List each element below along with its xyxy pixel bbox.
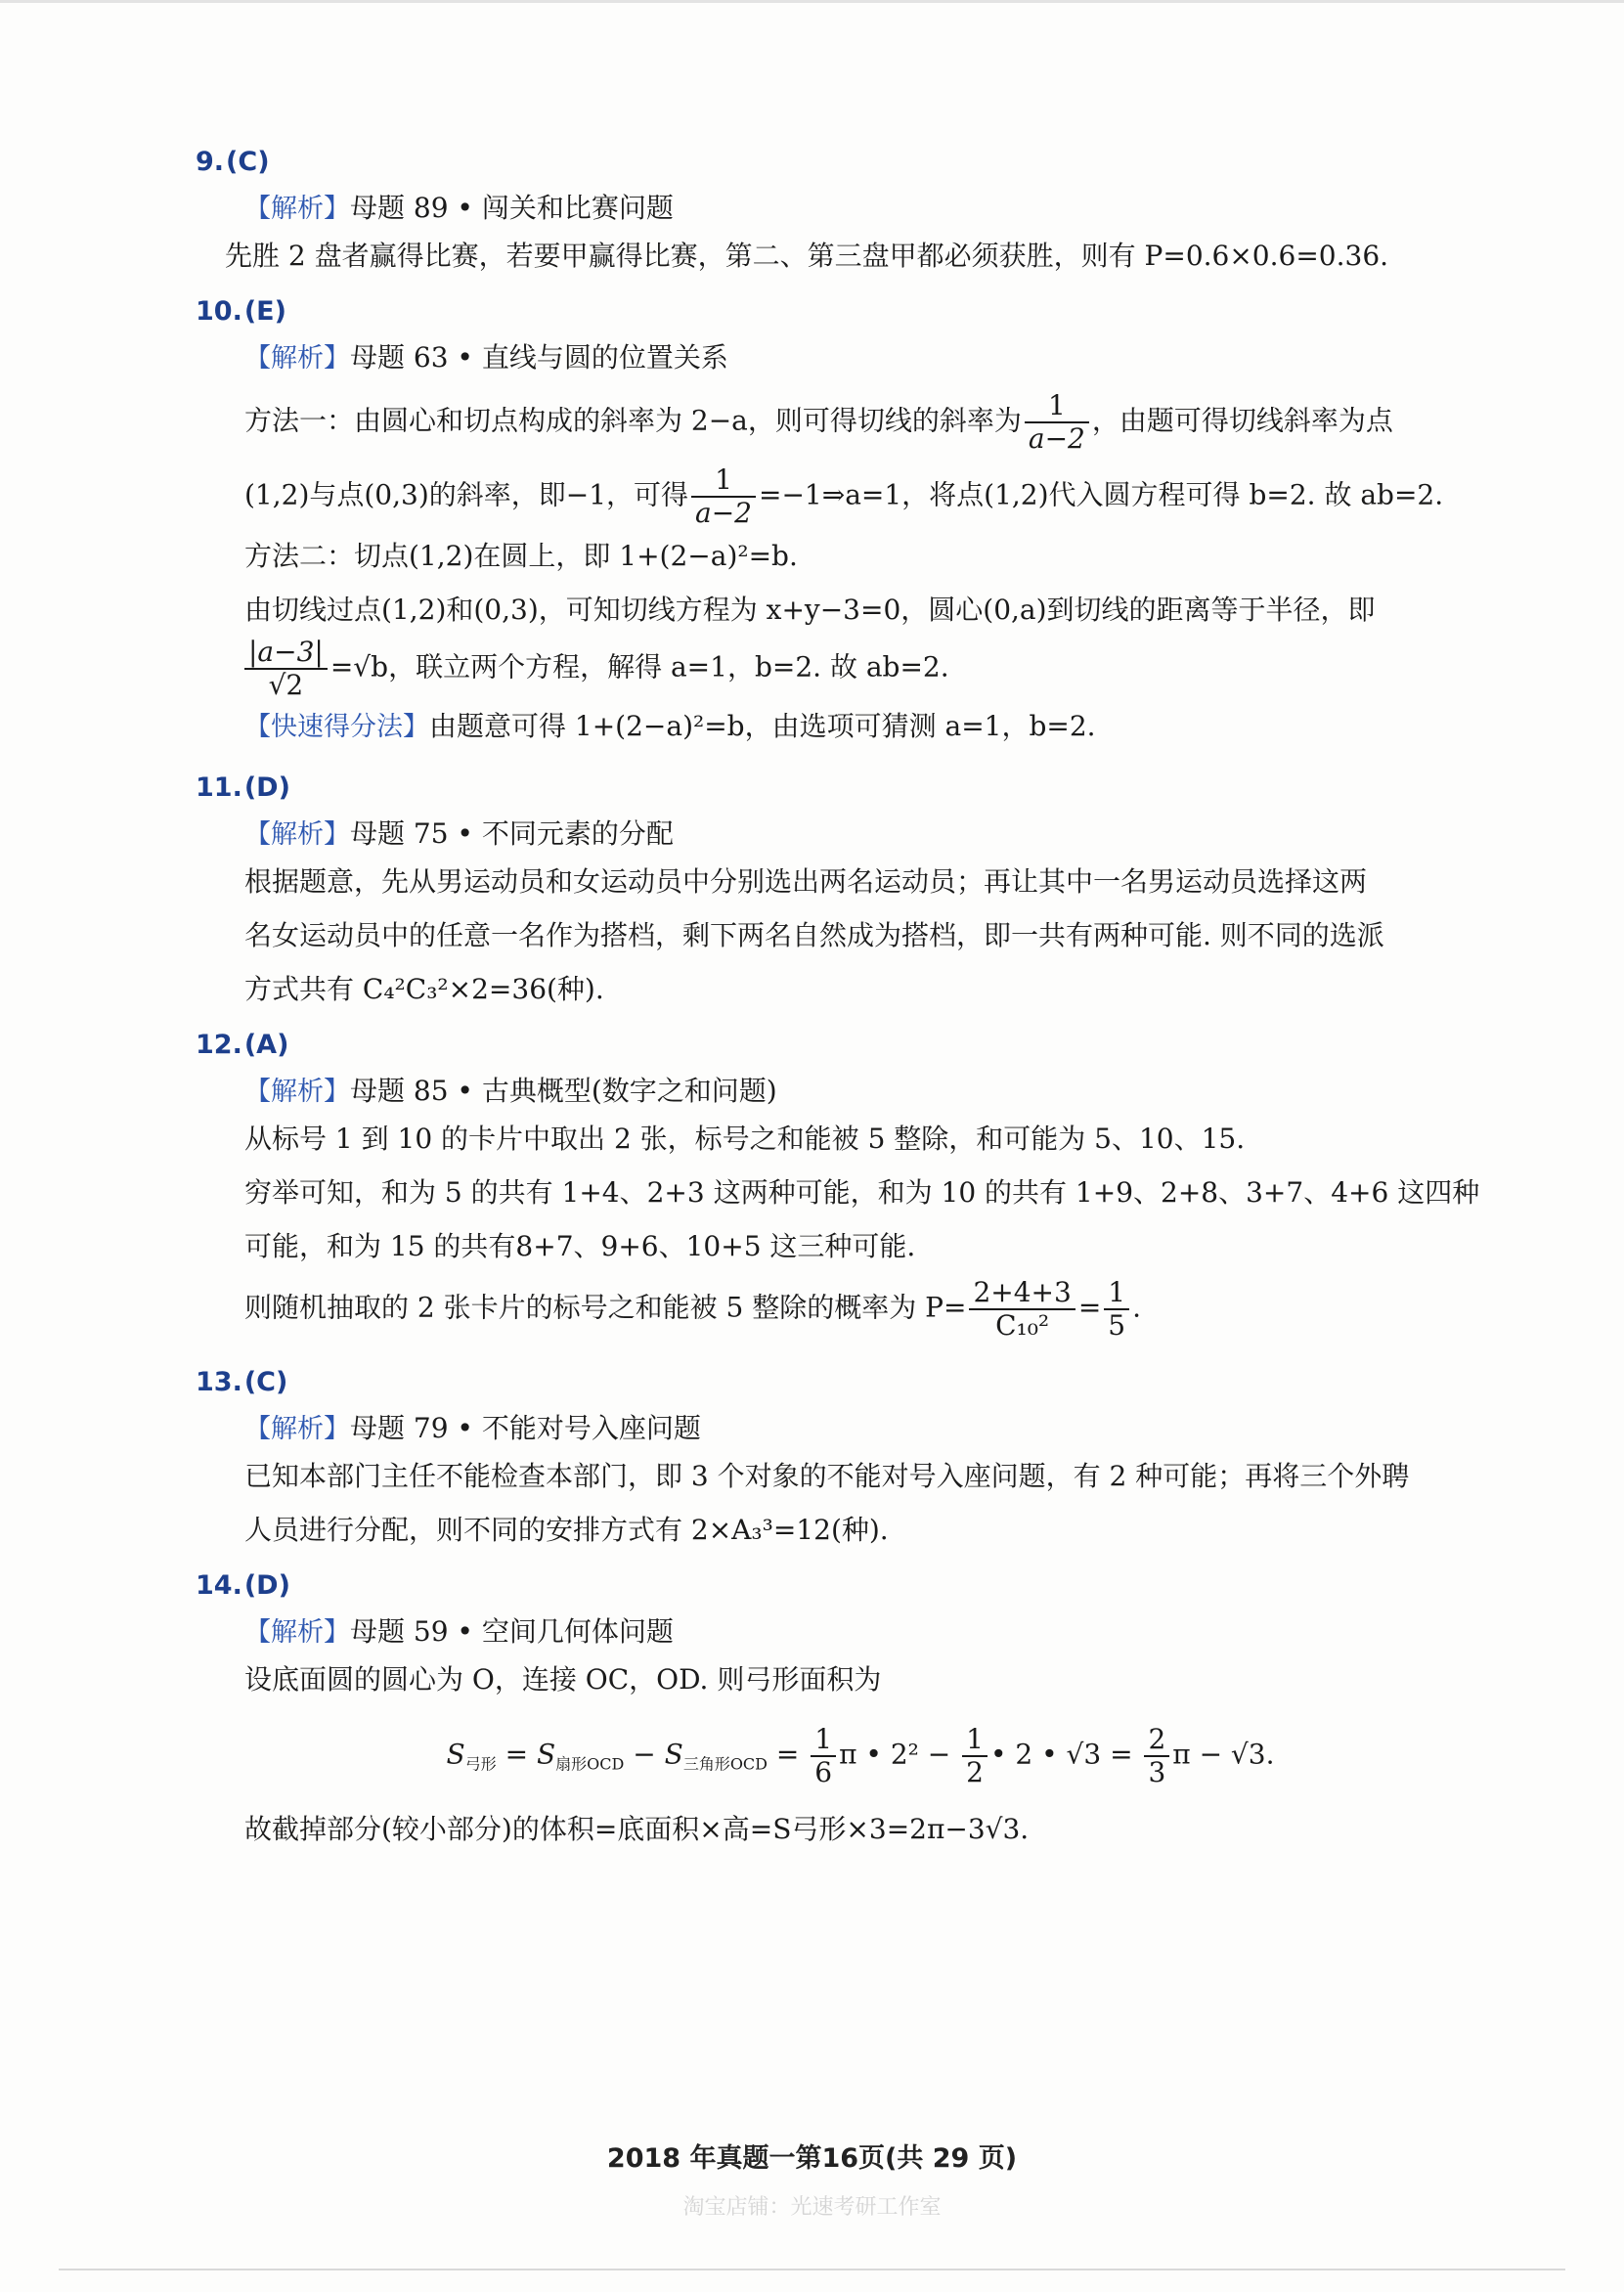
- question-number: 12.: [196, 1030, 242, 1060]
- paragraph-line: 可能，和为 15 的共有8+7、9+6、10+5 这三种可能.: [244, 1230, 916, 1262]
- analysis-line: [244, 815, 1525, 855]
- fraction: [811, 1724, 836, 1788]
- question-14-header: [196, 1570, 1525, 1601]
- fraction-numerator: 1: [962, 1724, 988, 1757]
- fraction-numerator: 1: [811, 1724, 836, 1757]
- text-span: ，由题可得切线斜率为点: [1091, 404, 1393, 437]
- text-span: = S: [496, 1738, 556, 1771]
- fraction-denominator: √2: [268, 669, 304, 701]
- question-9-header: [196, 147, 1525, 177]
- fraction-numerator: 1: [691, 464, 756, 498]
- area-formula: [196, 1724, 1525, 1788]
- text-span: π • 2² −: [839, 1738, 960, 1771]
- page-footer: 2018 年真题一第16页(共 29 页): [606, 2143, 1018, 2174]
- paragraph-line: [244, 1277, 1525, 1342]
- fraction: [691, 464, 756, 529]
- fraction-numerator: 1: [1025, 390, 1089, 423]
- analysis-topic: 母题 85 • 古典概型(数字之和问题): [350, 1075, 777, 1107]
- paragraph-line: 由切线过点(1,2)和(0,3)，可知切线方程为 x+y−3=0，圆心(0,a)到切线的距离等于半径，即: [244, 594, 1376, 626]
- analysis-topic: 母题 79 • 不能对号入座问题: [350, 1412, 701, 1444]
- text-span: − S: [624, 1738, 683, 1771]
- question-number: 10.: [196, 296, 242, 327]
- question-number: 9.: [196, 147, 225, 177]
- answer-choice: (D): [243, 772, 290, 803]
- page-top-edge: [0, 0, 1624, 3]
- paragraph-line: 方法二：切点(1,2)在圆上，即 1+(2−a)²=b.: [244, 540, 798, 572]
- fraction: [1025, 390, 1089, 455]
- quick-method-line: [244, 707, 1525, 747]
- text-span: π − √3.: [1172, 1738, 1275, 1771]
- page-bottom-edge: [59, 2269, 1565, 2270]
- fraction: [969, 1277, 1075, 1342]
- question-13-header: [196, 1367, 1525, 1397]
- paragraph-line: 穷举可知，和为 5 的共有 1+4、2+3 这两种可能，和为 10 的共有 1+9、2+8、3+7、4+6 这四种: [244, 1176, 1480, 1209]
- question-12-header: [196, 1030, 1525, 1060]
- fraction-denominator: 5: [1108, 1309, 1126, 1342]
- text-span: =−1⇒a=1，将点(1,2)代入圆方程可得 b=2. 故 ab=2.: [759, 478, 1444, 511]
- analysis-tag: 【解析】: [244, 1077, 350, 1107]
- analysis-topic: 母题 63 • 直线与圆的位置关系: [350, 341, 728, 374]
- question-number: 11.: [196, 772, 242, 803]
- question-11-header: [196, 772, 1525, 803]
- analysis-line: [244, 1072, 1525, 1112]
- analysis-line: [244, 1612, 1525, 1653]
- fraction-numerator: 1: [1104, 1277, 1129, 1310]
- question-number: 14.: [196, 1570, 242, 1601]
- analysis-line: [244, 1409, 1525, 1449]
- paragraph-line: 从标号 1 到 10 的卡片中取出 2 张，标号之和能被 5 整除，和可能为 5、10、15.: [244, 1123, 1246, 1155]
- text-span: =: [768, 1738, 809, 1771]
- text-span: .: [1132, 1291, 1142, 1324]
- page-content: [196, 147, 1525, 1856]
- text-span: 则随机抽取的 2 张卡片的标号之和能被 5 整除的概率为 P=: [244, 1291, 967, 1324]
- paragraph-line: [244, 464, 1525, 529]
- question-10-header: [196, 296, 1525, 327]
- fraction-denominator: 2: [966, 1756, 984, 1788]
- analysis-topic: 母题 75 • 不同元素的分配: [350, 817, 674, 850]
- paragraph-line: 方式共有 C₄²C₃²×2=36(种).: [244, 973, 604, 1005]
- paragraph-line: 已知本部门主任不能检查本部门，即 3 个对象的不能对号入座问题，有 2 种可能；再将三个外聘: [244, 1460, 1410, 1492]
- answer-choice: (C): [226, 147, 270, 177]
- fraction-numerator: 2: [1144, 1724, 1169, 1757]
- fraction-denominator: C₁₀²: [995, 1309, 1050, 1342]
- paragraph-line: 设底面圆的圆心为 O，连接 OC，OD. 则弓形面积为: [244, 1663, 882, 1696]
- analysis-line: [244, 189, 1525, 229]
- answer-choice: (C): [243, 1367, 288, 1397]
- subscript: 弓形: [464, 1754, 497, 1774]
- fraction-denominator: a−2: [1028, 422, 1085, 455]
- paragraph-line: 先胜 2 盘者赢得比赛，若要甲赢得比赛，第二、第三盘甲都必须获胜，则有 P=0.6×0.6=0.36.: [225, 240, 1389, 272]
- analysis-tag: 【解析】: [244, 343, 350, 374]
- fraction-denominator: 3: [1148, 1756, 1166, 1788]
- paragraph-line: 根据题意，先从男运动员和女运动员中分别选出两名运动员；再让其中一名男运动员选择这两: [244, 865, 1368, 898]
- paragraph-line: 故截掉部分(较小部分)的体积=底面积×高=S弓形×3=2π−3√3.: [244, 1813, 1030, 1845]
- analysis-topic: 母题 89 • 闯关和比赛问题: [350, 192, 674, 224]
- analysis-tag: 【解析】: [244, 1414, 350, 1444]
- subscript: 三角形OCD: [682, 1754, 768, 1774]
- fraction-numerator: 2+4+3: [969, 1277, 1075, 1310]
- fraction-denominator: 6: [814, 1756, 833, 1788]
- text-span: • 2 • √3 =: [989, 1738, 1142, 1771]
- text-span: =: [1077, 1291, 1102, 1324]
- answer-choice: (A): [243, 1030, 289, 1060]
- answer-choice: (D): [243, 1570, 290, 1601]
- paragraph-line: [244, 637, 1525, 701]
- text-span: =√b，联立两个方程，解得 a=1，b=2. 故 ab=2.: [329, 650, 949, 683]
- fraction-denominator: a−2: [695, 497, 752, 529]
- quick-method-text: 由题意可得 1+(2−a)²=b，由选项可猜测 a=1，b=2.: [429, 710, 1096, 742]
- paragraph-line: [244, 390, 1525, 455]
- fraction: [244, 637, 328, 701]
- analysis-tag: 【解析】: [244, 819, 350, 850]
- fraction: [1144, 1724, 1169, 1788]
- fraction-numerator: |a−3|: [244, 637, 328, 670]
- fraction: [1104, 1277, 1129, 1342]
- paragraph-line: 名女运动员中的任意一名作为搭档，剩下两名自然成为搭档，即一共有两种可能. 则不同的选派: [244, 919, 1384, 951]
- subscript: 扇形OCD: [555, 1754, 625, 1774]
- analysis-topic: 母题 59 • 空间几何体问题: [350, 1615, 674, 1648]
- paragraph-line: 人员进行分配，则不同的安排方式有 2×A₃³=12(种).: [244, 1514, 889, 1546]
- fraction: [962, 1724, 988, 1788]
- text-span: (1,2)与点(0,3)的斜率，即−1，可得: [244, 478, 689, 511]
- text-span: 方法一：由圆心和切点构成的斜率为 2−a，则可得切线的斜率为: [244, 404, 1022, 437]
- analysis-tag: 【解析】: [244, 194, 350, 224]
- analysis-tag: 【解析】: [244, 1617, 350, 1648]
- analysis-line: [244, 338, 1525, 378]
- watermark: 淘宝店铺：光速考研工作室: [682, 2195, 942, 2220]
- question-number: 13.: [196, 1367, 242, 1397]
- quick-method-tag: 【快速得分法】: [244, 712, 429, 742]
- answer-choice: (E): [243, 296, 286, 327]
- text-span: S: [446, 1738, 465, 1771]
